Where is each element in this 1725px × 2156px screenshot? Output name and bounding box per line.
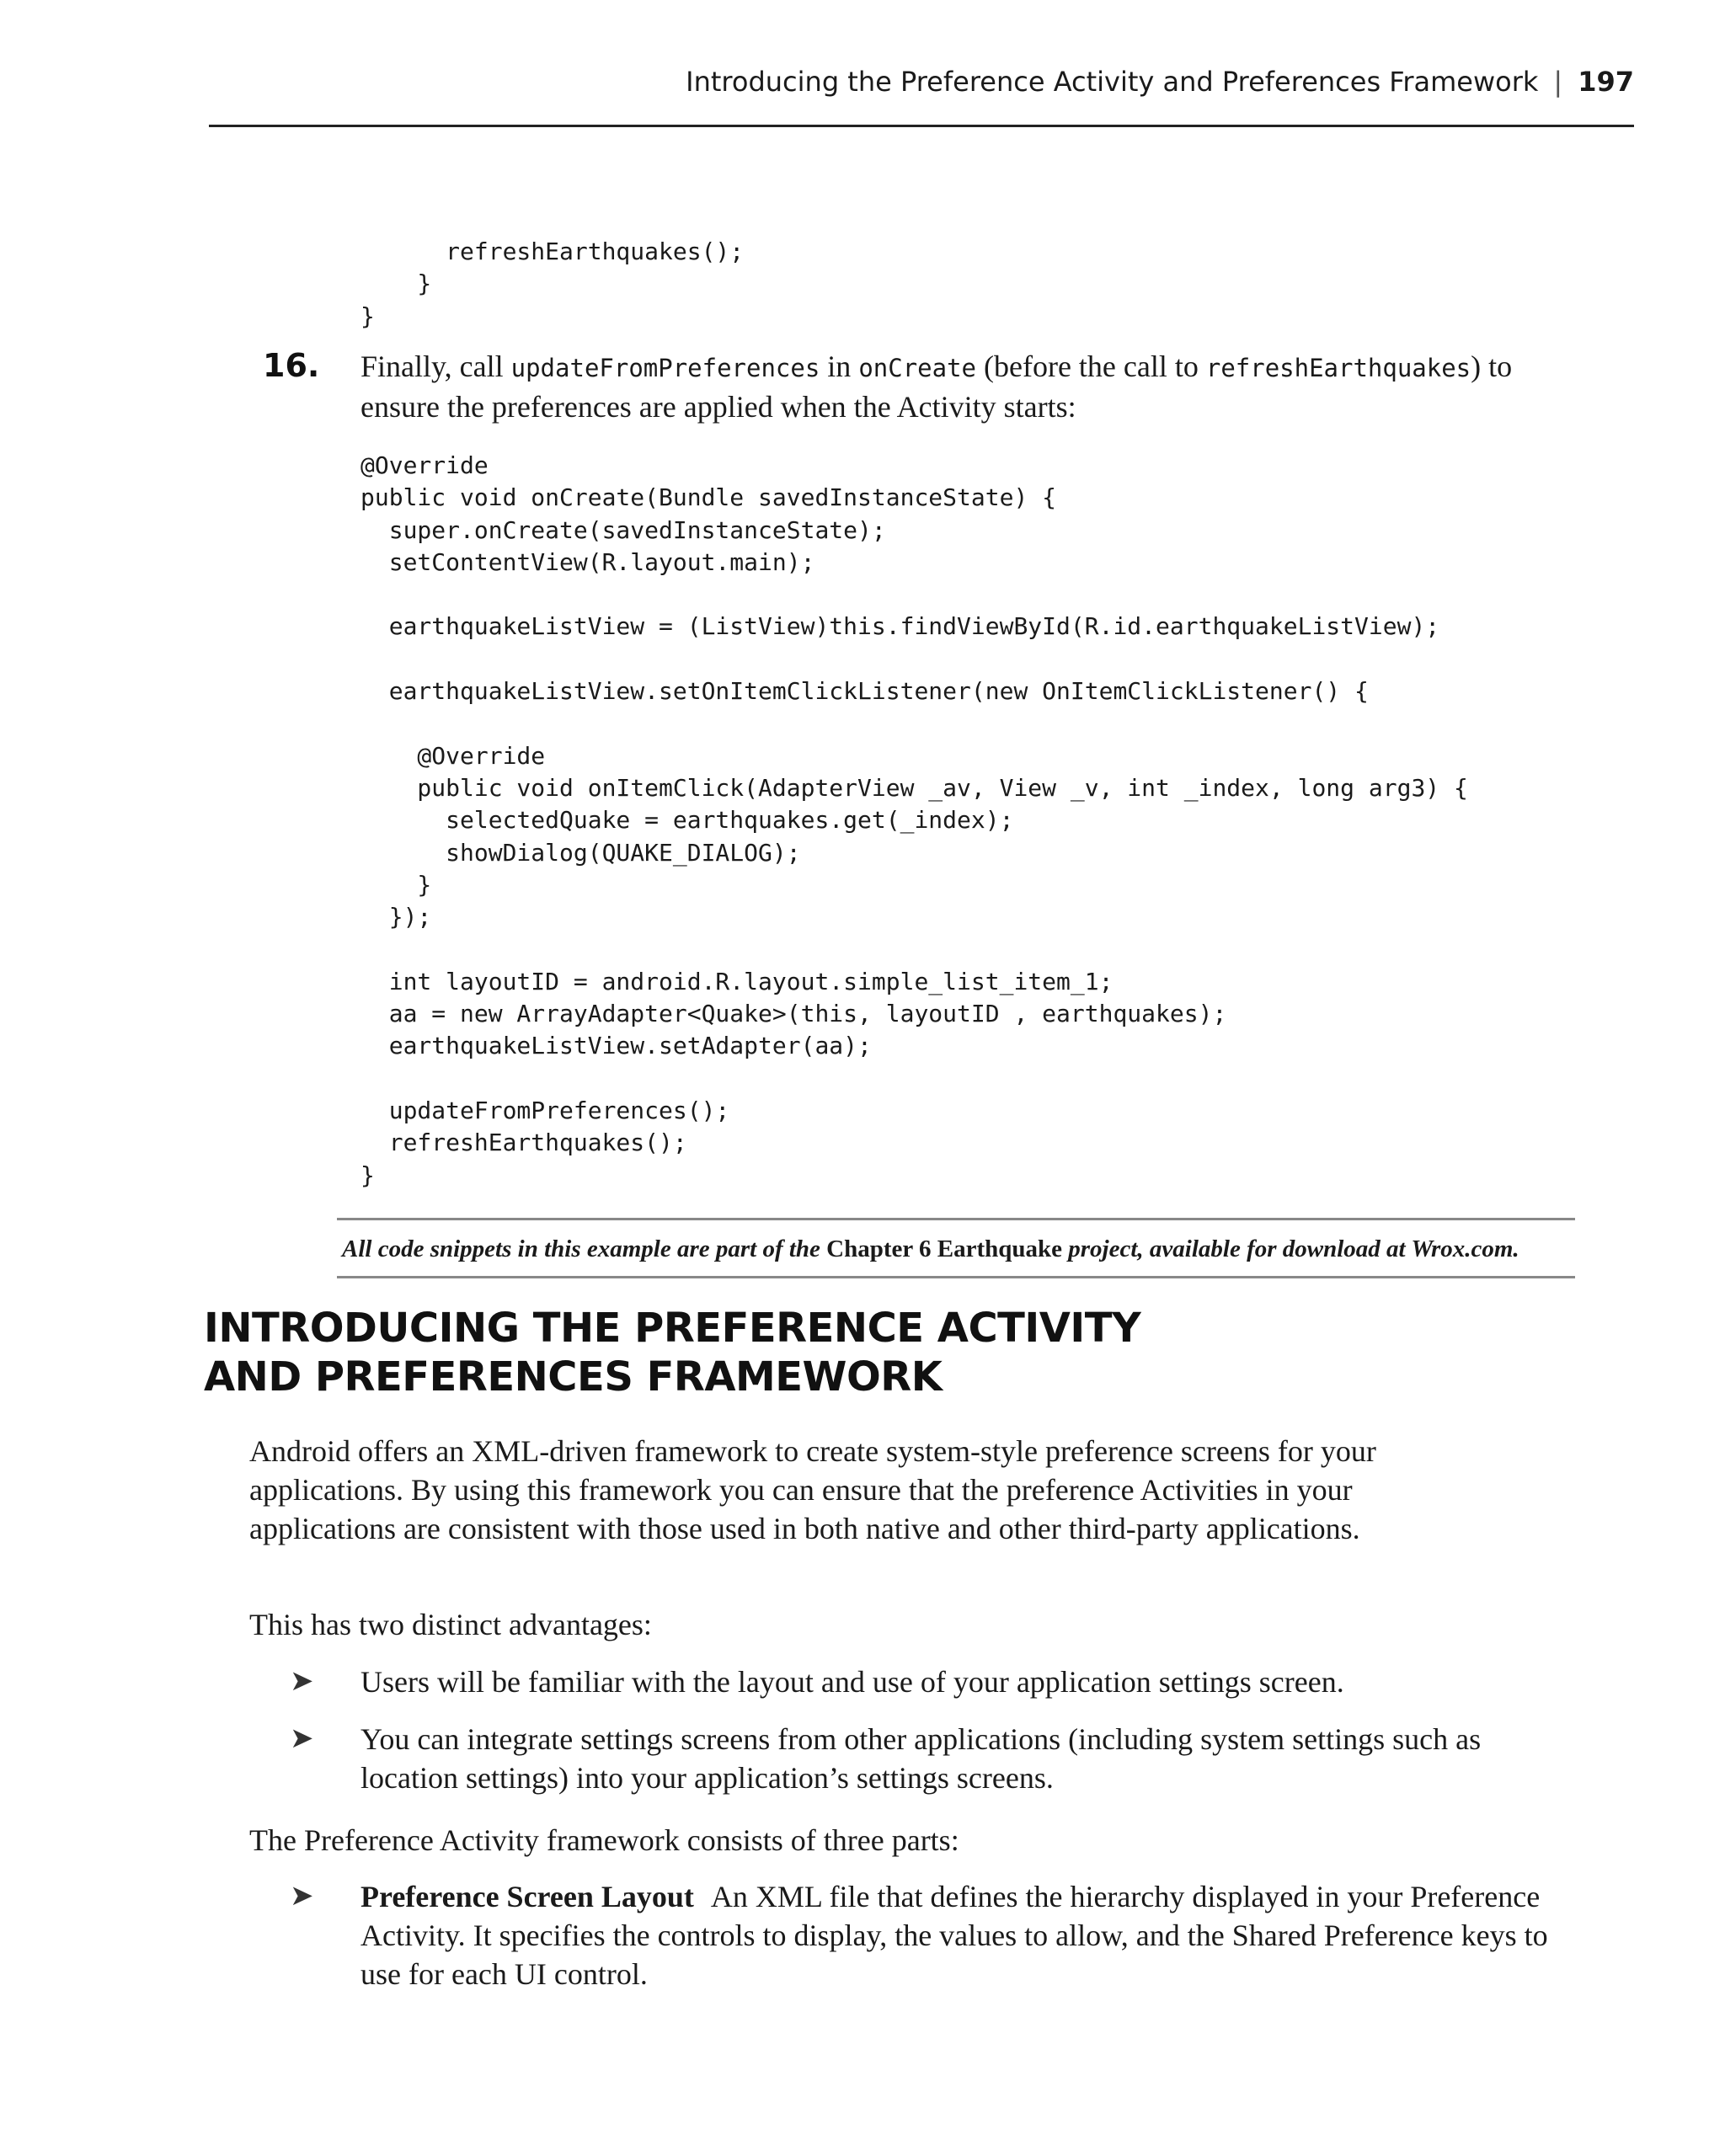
body-paragraph: This has two distinct advantages: [249, 1608, 652, 1641]
bullet-definition: An XML file that defines the hierarchy displayed in your Preference Activity. It specifies the controls to display, the values to allow, and the Shared Preference keys to use for each UI control. [360, 1880, 1548, 1991]
step-instruction [360, 347, 1590, 426]
inline-code-oncreate: onCreate [858, 354, 976, 382]
bullet-item [360, 1877, 1573, 1993]
bullet-arrow-icon: ➤ [290, 1881, 314, 1912]
step-text-part: in [820, 350, 859, 383]
code-block-continuation: refreshEarthquakes(); } } [360, 237, 745, 330]
section-heading-line: AND PREFERENCES FRAMEWORK [204, 1353, 943, 1401]
step-text-part: Finally, call [360, 350, 511, 383]
note-text: All code snippets in this example are part of the [342, 1235, 827, 1262]
step-number: 16. [263, 347, 320, 384]
page-number: 197 [1578, 66, 1634, 98]
running-header [686, 66, 1634, 98]
inline-code-update-from-preferences: updateFromPreferences [510, 354, 820, 382]
header-rule [209, 125, 1634, 127]
inline-code-refresh-earthquakes: refreshEarthquakes [1205, 354, 1471, 382]
section-heading [204, 1304, 1467, 1401]
bullet-term: Preference Screen Layout [360, 1880, 694, 1913]
step-text-part: (before the call to [976, 350, 1206, 383]
bullet-arrow-icon: ➤ [290, 1666, 314, 1697]
code-block-oncreate: @Override public void onCreate(Bundle savedInstanceState) { super.onCreate(savedInstanceState); setContentView(R.layout.main); earthquakeListView = (ListView)this.findViewById(R.id.earthquakeListView); earthquakeListView.setOnItemClickListener(new OnItemClickListener() { @Override public void onItemClick(AdapterView _av, View _v, int _index, long arg3) { selectedQuake = earthquakes.get(_index); showDialog(QUAKE_DIALOG); } }); int layoutID = android.R.layout.simple_list_item_1; aa = new ArrayAdapter<Quake>(this, layoutID , earthquakes); earthquakeListView.setAdapter(aa); updateFromPreferences(); refreshEarthquakes(); } [360, 451, 1468, 1189]
note-text: project, available for download at Wrox.com. [1062, 1235, 1519, 1262]
section-heading-line: INTRODUCING THE PREFERENCE ACTIVITY [204, 1305, 1141, 1352]
bullet-item: You can integrate settings screens from other applications (including system settings such as location settings) into your application’s settings screens. [360, 1722, 1482, 1795]
running-title: Introducing the Preference Activity and Preferences Framework [686, 66, 1539, 98]
code-download-note [337, 1218, 1575, 1278]
bullet-arrow-icon: ➤ [290, 1723, 314, 1754]
step-text-part: ) to ensure the preferences are applied when the Activity starts: [360, 350, 1513, 424]
bullet-item: Users will be familiar with the layout and use of your application settings screen. [360, 1665, 1344, 1699]
body-paragraph: The Preference Activity framework consists of three parts: [249, 1823, 959, 1857]
note-project-name: Chapter 6 Earthquake [826, 1235, 1063, 1262]
body-paragraph: Android offers an XML-driven framework to create system-style preference screens for your applications. By using this framework you can ensure that the preference Activities in your applications are consistent with those used in both native and other third-party applications. [249, 1434, 1376, 1545]
header-separator: | [1553, 66, 1563, 98]
